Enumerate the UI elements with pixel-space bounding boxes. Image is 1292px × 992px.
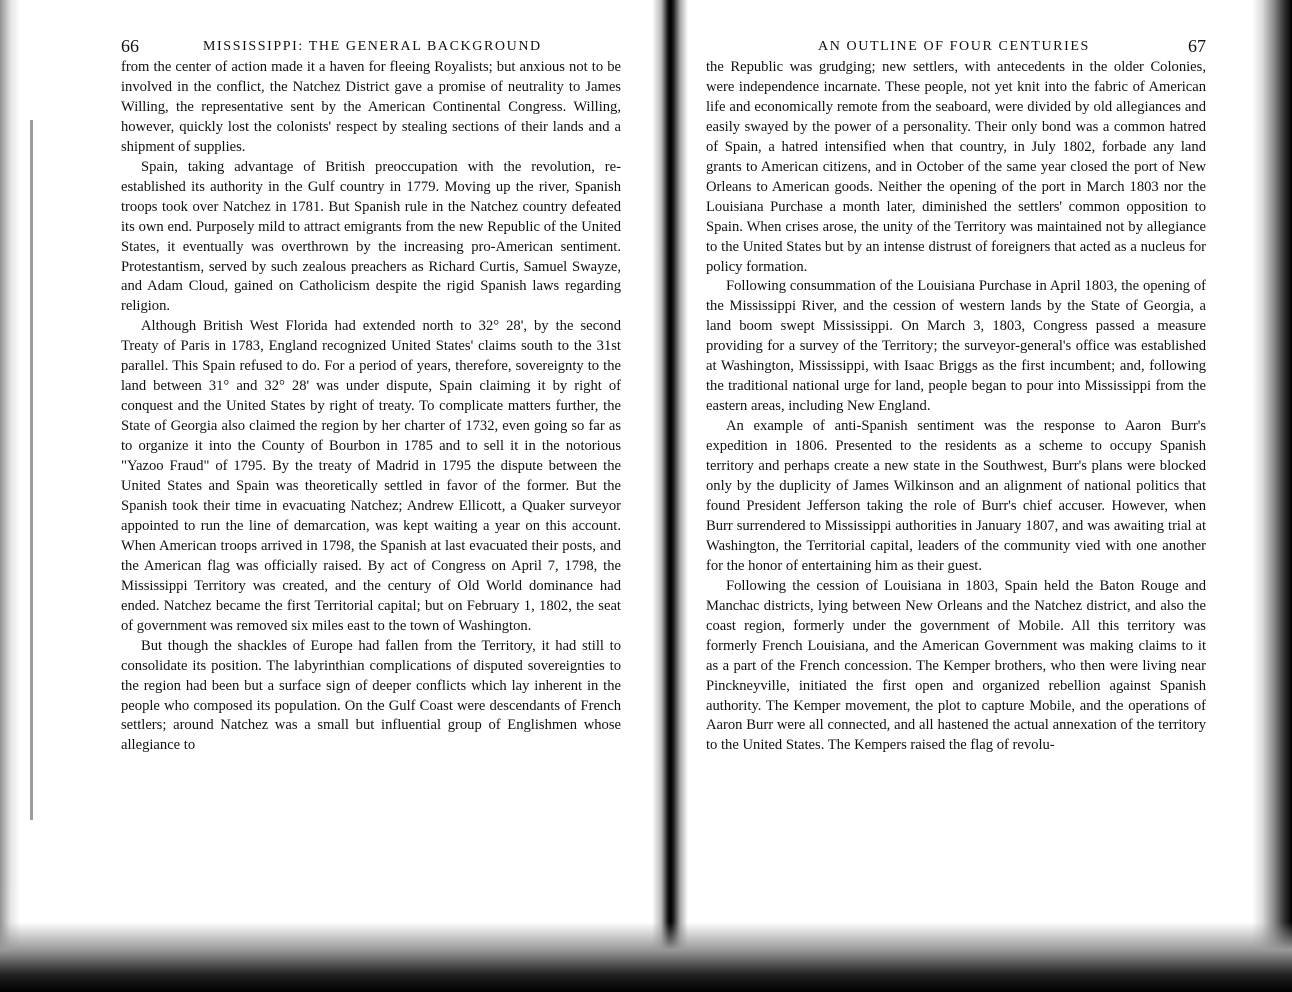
running-head	[706, 38, 1206, 58]
page-body	[121, 58, 621, 756]
running-head-title: AN OUTLINE OF FOUR CENTURIES	[818, 39, 1090, 54]
right-page-edge-shadow	[1252, 0, 1292, 992]
paragraph: But though the shackles of Europe had fallen from the Territory, it had still to consolidate its position. The labyrinthian complications of disputed sovereignties to the region had been but a surface sign of deeper conflicts which lay inherent in the people who composed its population. On the Gulf Coast were descendants of French settlers; around Natchez was a small but influential group of Englishmen whose allegiance to	[121, 637, 621, 754]
paragraph: Although British West Florida had extended north to 32° 28', by the second Treaty of Paris in 1783, England recognized United States' claims south to the 31st parallel. This Spain refused to do. For a period of years, therefore, sovereignty to the land between 31° and 32° 28' was under dispute, Spain claiming it by right of conquest and the United States by right of treaty. To complicate matters further, the State of Georgia also claimed the region by her charter of 1732, even going so far as to organize it into the County of Bourbon in 1785 and to sell it in the notorious "Yazoo Fraud" of 1795. By the treaty of Madrid in 1795 the dispute between the United States and Spain was theoretically settled in favor of the former. But the Spanish took their time in evacuating Natchez; Andrew Ellicott, a Quaker surveyor appointed to run the line of demarcation, was kept waiting a year on this account. When American troops arrived in 1798, the Spanish at last evacuated their posts, and the American flag was officially raised. By act of Congress on April 7, 1798, the Mississippi Territory was created, and the century of Old World dominance had ended. Natchez became the first Territorial capital; but on February 1, 1802, the seat of government was removed six miles east to the town of Washington.	[121, 318, 621, 634]
page-body	[706, 58, 1206, 756]
page-number: 67	[1188, 36, 1206, 56]
left-page	[121, 38, 621, 756]
left-page-edge-shadow	[0, 0, 58, 992]
right-page	[706, 38, 1206, 756]
paragraph: Spain, taking advantage of British preoccupation with the revolution, re-established its authority in the Gulf country in 1779. Moving up the river, Spanish troops took over Natchez in 1781. But Spanish rule in the Natchez country defeated its own end. Purposely mild to attract emigrants from the new Republic of the United States, it eventually was overthrown by the increasing pro-American sentiment. Protestantism, served by such zealous preachers as Richard Curtis, Samuel Swayze, and Adam Cloud, gained on Catholicism despite the rigid Spanish laws regarding religion.	[121, 158, 621, 315]
paragraph: Following consummation of the Louisiana Purchase in April 1803, the opening of the Mississippi River, and the cession of western lands by the State of Georgia, a land boom swept Mississippi. On March 3, 1803, Congress passed a measure providing for a survey of the Territory; the surveyor-general's office was established at Washington, Mississippi, with Isaac Briggs as the first incumbent; and, following the traditional national urge for land, people began to pour into Mississippi from the eastern areas, including New England.	[706, 278, 1206, 415]
paragraph: the Republic was grudging; new settlers, with antecedents in the older Colonies, were independence incarnate. These people, not yet knit into the fabric of American life and economically remote from the seaboard, were divided by old allegiances and easily swayed by the power of a personality. Their only bond was a common hatred of Spain, a hatred intensified when that country, in July 1802, forbade any land grants to American citizens, and in October of the same year closed the port of New Orleans to American goods. Neither the opening of the port in March 1803 nor the Louisiana Purchase a month later, diminished the settlers' common opposition to Spain. When crises arose, the unity of the Territory was maintained not by allegiance to the United States but by an intense distrust of foreigners that acted as a nucleus for policy formation.	[706, 59, 1206, 275]
running-head-title: MISSISSIPPI: THE GENERAL BACKGROUND	[203, 39, 542, 54]
paragraph: An example of anti-Spanish sentiment was the response to Aaron Burr's expedition in 1806. Presented to the residents as a scheme to occupy Spanish territory and perhaps create a new state in the Southwest, Burr's plans were blocked only by the duplicity of James Wilkinson and an alignment of national politics that found President Jefferson taking the role of Burr's chief accuser. However, when Burr surrendered to Mississippi authorities in January 1807, and was awaiting trial at Washington, the Territorial capital, leaders of the community vied with one another for the honor of entertaining him as their guest.	[706, 418, 1206, 574]
running-head	[121, 38, 621, 58]
paragraph: from the center of action made it a haven for fleeing Royalists; but anxious not to be involved in the conflict, the Natchez District gave a promise of neutrality to James Willing, the representative sent by the American Continental Congress. Willing, however, quickly lost the colonists' respect by stealing sections of their lands and a shipment of supplies.	[121, 59, 621, 155]
book-gutter	[652, 0, 688, 992]
bottom-scan-shadow	[0, 922, 1292, 992]
page-number: 66	[121, 36, 139, 56]
paragraph: Following the cession of Louisiana in 1803, Spain held the Baton Rouge and Manchac districts, lying between New Orleans and the Natchez district, and also the coast region, formerly under the government of Mobile. All this territory was formerly French Louisiana, and the American Government was making claims to it as a part of the French concession. The Kemper brothers, who then were living near Pinckneyville, initiated the first open and organized rebellion against Spanish authority. The Kemper movement, the plot to capture Mobile, and the operations of Aaron Burr were all connected, and all hastened the actual annexation of the territory to the United States. The Kempers raised the flag of revolu-	[706, 577, 1206, 754]
